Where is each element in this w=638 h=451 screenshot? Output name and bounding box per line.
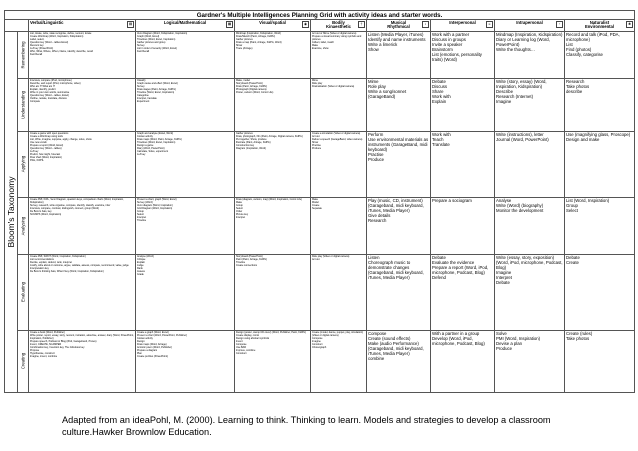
grid-cell-text: Venn Diagram (Word, Kidspiration, Inspiration) Graph (Word, Excel) Timelines (Word, Excel, Inspiration) Gather pictures and group Survey List in order of severity (Word, Excel) Fact Recall (137, 32, 188, 54)
column-header-label: Intrapersonal (516, 19, 543, 25)
citation: Adapted from an ideaPohl, M. (2000). Learning to think. Thinking to learn. Models and strategies to develop a classroom culture.Hawker Brownlow Education. (62, 415, 551, 437)
grid-cell (565, 131, 635, 197)
level-row (5, 31, 635, 78)
grid-cell-text: Present a chart, graph (Word, Excel) Survey (Word) Venn diagram (Word, Inspiration) Grid Diagram (Word, Inspiration) Group Select Interpret Timeline (137, 198, 177, 223)
grid-cell-text: List, locate, write, state recognise, define, recount, locate Create Wordmap (Word, Inspiration, Kidspiration) Label, select, Question key (Word – tables Excel) Recount key A-Z key (PowerPoint) Who, What, Where, When, Name, identify, describe, recall Fact Recall (30, 32, 93, 57)
column-header (235, 20, 311, 32)
grid-cell-text: Create a simulation (Video or digital camera) Act out Deliver a speech (GarageBand, video camera) Show Practise Produce (312, 132, 363, 151)
grid-cell (235, 254, 311, 330)
grid-cell (367, 78, 431, 131)
blooms-taxonomy-label (5, 31, 18, 392)
level-label-text: Applying (20, 155, 26, 173)
grid-cell (136, 31, 235, 78)
grid-cell (495, 131, 565, 197)
grid-cell-text: Write (essay, story, exposition) (Word, iPod, microphone, Podcast, Blog) Imagine Interpret Debate (496, 255, 563, 286)
grid-cell-text: Debate Create (566, 255, 580, 266)
level-label-text: Analysing (20, 216, 26, 235)
grid-cell (565, 254, 635, 330)
grid-cell-text: Perform Use environmental materials as instruments (GarageBand, midi keyboard) Practise Produce (368, 132, 429, 163)
level-label-text: Understanding (20, 90, 26, 119)
grid-cell-text: Storyboard (PowerPoint) Paint (Paint, Artrage, KidPix) Timeline Create connections (236, 255, 267, 268)
grid-cell-text: Prepare a sociogram (432, 198, 472, 204)
column-header-label: Bodily Kinaesthetic (326, 19, 351, 30)
grid-cell (311, 197, 367, 254)
grid-cell-text: Role play (Video or digital camera) Act out (312, 255, 350, 262)
grid-cell-text: Analyse (Word) Critique Explain Judge Rank Assess Grade (137, 255, 154, 277)
grid-cell (136, 254, 235, 330)
level-label (18, 78, 29, 131)
grid-cell (565, 31, 635, 78)
column-header-label: Interpersonal (449, 19, 476, 25)
grid-cell-text: Act out or Mime (Video or digital camera) Prepare a visual summary using symbols and pictures Collect, label, match Make Examine, show (312, 32, 362, 51)
eye-icon: ◉ (302, 21, 309, 28)
people-icon: ☺ (487, 22, 492, 26)
level-label (18, 197, 29, 254)
column-header-label: Verbal/Linguistic (30, 19, 64, 25)
grid-cell (311, 330, 367, 392)
grid-cell (565, 330, 635, 392)
column-header-label: Logical/Mathematical (163, 19, 207, 25)
grid-cell-text: Listen (Media Player, iTunes) Identify and name instruments Write a limerick Show (368, 32, 426, 53)
grid-cell-text: Create a game with open questions Create a Wordmap using tools List, Write, imagine, suppose, apply, change, solve, show Use new vocab Prepare a report (Word, Excel) Question key (Word – tables) A-Z key Predict, how might, forecast Flow chart (Word, Inspiration) KWL, KWHL (30, 132, 92, 162)
grid-cell-text: Solve PMI (Word, Inspiration) Devise a plan Produce (496, 331, 541, 352)
level-label-text: Evaluating (20, 282, 26, 303)
column-header (431, 20, 495, 32)
level-label (18, 330, 29, 392)
grid-cell-text: Write (instructions), letter Journal (Word, PowerPoint) (496, 132, 549, 143)
grid-cell-text: Play (music, CD, instrument) (Garageband, midi keyboard, iTunes, Media Player) Give details Research (368, 198, 424, 224)
grid-cell-text: Make, model Storyboard (PowerPoint) Draw (Paint, Artrage, KidPix) Photograph (Digital camera) Poster, cartoon (Word, Comic Life) (236, 79, 274, 95)
leaf-icon: ❀ (626, 21, 633, 28)
person-icon: ♀ (556, 21, 563, 28)
grid-cell-text: Record and talk (iPod, PDA, microphone) List Find (photos) Classify, categorise (566, 32, 620, 58)
grid-cell (431, 330, 495, 392)
book-icon: ▤ (128, 22, 133, 26)
grid-cell (311, 78, 367, 131)
grid-cell (495, 330, 565, 392)
grid-cell-text: Create (rules) Take photos (566, 331, 593, 342)
grid-cell (367, 330, 431, 392)
grid-cell (367, 31, 431, 78)
grid-cell-text: Classify Graph cause and effect (Word, Excel) Survey Draw stages (Paint, Artrage, KidPix) Timeline (Word, Excel, Inspiration) Categorise Interpret, translate Experiment (137, 79, 178, 104)
grid-cell (311, 31, 367, 78)
level-row (5, 131, 635, 197)
figure-icon: † (358, 21, 365, 28)
column-header (311, 20, 367, 32)
grid-cell-text: Use (magnifying glass, Proscope) Design and make (566, 132, 631, 143)
grid-cell (311, 131, 367, 197)
grid-cell-text: Design (poster, stamp CD cover) (Word, Publisher, Paint, KidPix) Create display, comic Design using abstract symbols Invent Compose Use BAR Improve, combine Construct (236, 331, 306, 356)
grid-cell (495, 254, 565, 330)
grid-cell-text: Debate Discuss Share Work with Explain (432, 79, 451, 105)
header-spacer (5, 20, 29, 32)
blooms-taxonomy-text: Bloom's Taxonomy (6, 176, 16, 248)
grid-cell-text: Draw (diagram, cartoon, map) (Word, Inspiration, Comic Life) Make Group Select Order Picture key Interpret (236, 198, 302, 220)
grid-cell-text: Create PMI, SWOT (Word, Inspiration, Kidspiration) List recommendations Decide, explain, defend, rank, interpret Justify, write about or outcome, argue, validate, assess, compare, recommend, value, judge Interpretation key De Bono's thinking hats, What if key (Word, Inspiration, Kidspiration) (30, 255, 129, 274)
grid-cell-text: With a partner in a group Develop (Word, iPod, microphone, Podcast, Blog) (432, 331, 485, 347)
grid-cell (235, 131, 311, 197)
level-label (18, 31, 29, 78)
grid-cell (367, 254, 431, 330)
column-header-label: Naturalist Environmental (584, 19, 615, 30)
abacus-icon: ▦ (227, 22, 232, 26)
grid-cell (29, 131, 136, 197)
column-header (367, 20, 431, 32)
grid-cell (29, 330, 136, 392)
grid-cell-text: Write (story, essay) (Word, Inspiration, Kidspiration) Describe Research (Internet) Imagine (496, 79, 547, 105)
grid-cell (136, 197, 235, 254)
grid-cell-text: Create a book (Word, Publisher) Write poster, report, essay, story, recount, invitation, advertise, answer, diary (Word, PowerPoint, Inspiration, Publisher) Prepare speech, Podcast or Blog (iPod, Garageband, iTunes) Invent, CREATE, SCAMPER Combination key, Invention key, The ridiculous key Propose Hypothesise, construct Imagine, invent, combine (30, 331, 134, 359)
column-header (136, 20, 235, 32)
grid-cell-text: Mindmap (Inspiration, Kidspiration) Diary or Learning log (Word, PowerPoint) Write the thoughts… (496, 32, 563, 53)
grid-cell-text: Make Model Create Separate (312, 198, 322, 211)
column-header-label: Musical Rhythmical (387, 19, 410, 30)
grid-cell (431, 31, 495, 78)
grid-cell-text: Research Take photos describe (566, 79, 590, 95)
grid-cell (431, 78, 495, 131)
grid-cell (565, 197, 635, 254)
grid-cell-text: Work with Teach Translate (432, 132, 451, 148)
column-header (495, 20, 565, 32)
grid-cell (136, 131, 235, 197)
level-row (5, 78, 635, 131)
grid-cell-text: Compose Create (sound effects) Make (audio Performance) (Garageband, midi keyboard, iTunes, Media Player) combine (368, 331, 424, 362)
grid-cell-text: Interview, compare (iPod, microphone) Describe, and report (iPod, microphone, video) Who am I? What am I? Explain, identify, predict Write in your own words, summarise Question key (Word – tables, Excel) Outline, restate, translate, discuss Compare (30, 79, 81, 104)
grid-cell-text: Debate Evaluate the evidence Prepare a report (Word, iPod, microphone, Podcast, Blog) Defend (432, 255, 489, 281)
grid-cell (431, 131, 495, 197)
grid-cell-text: List (Word, Inspiration) Group Select (566, 198, 610, 214)
grid-cell (136, 78, 235, 131)
grid-cell (235, 197, 311, 254)
grid-cell (495, 31, 565, 78)
column-header-label: Visual/spatial (259, 19, 286, 25)
grid-cell-text: Create a graph (Word, Excel) Present a chart (Word, PowerPoint, Publisher) Costan activity Design Draw maps (Word, Artrage) Acrostic poem (Word, Publisher) Prepare a diagram Plan Create puzzles (PowerPoint) (137, 331, 187, 359)
grid-cell (29, 197, 136, 254)
level-label-text: Creating (20, 353, 26, 370)
column-header (29, 20, 136, 32)
music-note-icon: ♪ (422, 21, 429, 28)
grid-cell (431, 254, 495, 330)
grid-cell (565, 78, 635, 131)
grid-cell-text: Mime Role play Dramatisation (Video or digital camera) (312, 79, 355, 89)
grid-cell (235, 78, 311, 131)
level-row (5, 197, 635, 254)
grid-cell-text: Analyse Write (Word) (biography) Monitor the development (496, 198, 544, 214)
grid-cell (367, 197, 431, 254)
grid-cell-text: Create PMI, KWL, Venn Diagram, question keys, comparison charts (Word, Inspiration, Kidspiration) Survey, research, write organise, compare, identify, classify, examine, infer Interview, compare, contrast, distinguish, connect, group (Word) De Bono's hats, key SCUMPS (Word, Inspiration) (30, 198, 124, 217)
grid-cell-text: Gather pictures Draw, photograph, film (Paint, Artrage, Digital camera, KidPix) Put together, Show, produce Illustrate (Paint, Artrage, KidPix) Construction key Diagram (Inspiration, Word) (236, 132, 303, 151)
grid-cell (495, 197, 565, 254)
grid-cell-text: Mindmap (Inspiration, Kidspiration, Word) Draw/Sketch (Paint, Artrage, KidPix) Gather pictures Draw a map (Paint, Artrage, KidPix, Word) Show Trace (Artrage) (236, 32, 282, 51)
planning-grid (4, 10, 635, 393)
grid-cell (29, 254, 136, 330)
grid-cell-text: Work with a partner Discuss in groups Invite a speaker Brainstorm List (emotions, personality traits) (Word) (432, 32, 482, 63)
grid-cell-text: Mime Role play Write a song/sonnet (GarageBand) (368, 79, 407, 100)
level-label (18, 131, 29, 197)
grid-cell (311, 254, 367, 330)
grid-cell (367, 131, 431, 197)
column-header (565, 20, 635, 32)
grid-cell (431, 197, 495, 254)
level-row (5, 254, 635, 330)
level-label-text: Remembering (20, 41, 26, 69)
grid-cell-text: Create (model, dance, puppet, play, simulation) (Video or digital camera) Compose Imagine Construct Choreograph (312, 331, 364, 350)
grid-cell-text: Graph and analyse (Excel, Word) Costan activity Draw maps (Word, Paint, Artrage, KidPix) Timelines (Word, Excel, Inspiration) Design a game Diary (Word, PowerPoint) Calculate, Solve, experiment A-Z key (137, 132, 182, 157)
grid-cell (136, 330, 235, 392)
grid-cell (235, 330, 311, 392)
grid-cell (235, 31, 311, 78)
level-row (5, 330, 635, 392)
grid-cell (29, 31, 136, 78)
grid-cell (495, 78, 565, 131)
grid-cell (29, 78, 136, 131)
header-row (5, 20, 635, 32)
level-label (18, 254, 29, 330)
grid-title: Gardner's Multiple Intelligences Planning Grid with activity ideas and starter words. (5, 11, 635, 20)
grid-cell-text: Listen Choreograph music to demonstrate changes (Garageband, midi keyboard, iTunes, Media Player) (368, 255, 424, 281)
